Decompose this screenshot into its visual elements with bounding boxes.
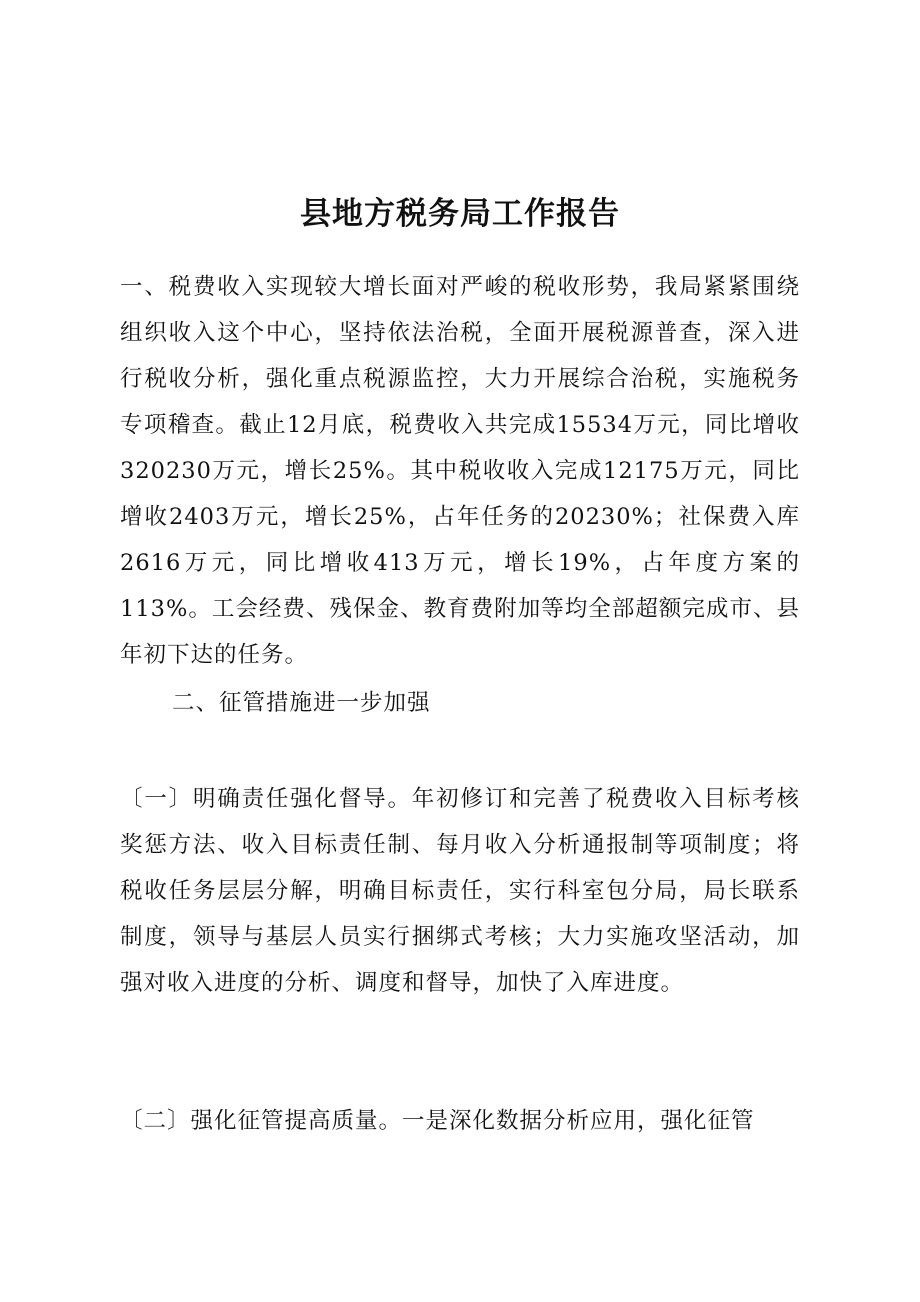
section-heading-collection-measures: 二、征管措施进一步加强 bbox=[172, 690, 431, 716]
paragraph-collection-quality: 〔二〕强化征管提高质量。一是深化数据分析应用，强化征管 bbox=[120, 1108, 755, 1134]
document-title: 县地方税务局工作报告 bbox=[300, 195, 620, 232]
paragraph-tax-revenue: 一、税费收入实现较大增长面对严峻的税收形势，我局紧紧围绕组织收入这个中心，坚持依法治税，全面开展税源普查，深入进行税收分析，强化重点税源监控，大力开展综合治税，实施税务专项稽查。截止12月底，税费收入共完成15534万元，同比增收320230万元，增长25%。其中税收收入完成12175万元，同比增收2403万元，增长25%，占年任务的20230%；社保费入库2616万元，同比增收413万元，增长19%，占年度方案的113%。工会经费、残保金、教育费附加等均全部超额完成市、县年初下达的任务。 bbox=[120, 274, 800, 668]
paragraph-responsibility-supervision: 〔一〕明确责任强化督导。年初修订和完善了税费收入目标考核奖惩方法、收入目标责任制、每月收入分析通报制等项制度；将税收任务层层分解，明确目标责任，实行科室包分局，局长联系制度，领导与基层人员实行捆绑式考核；大力实施攻坚活动，加强对收入进度的分析、调度和督导，加快了入库进度。 bbox=[120, 786, 800, 996]
